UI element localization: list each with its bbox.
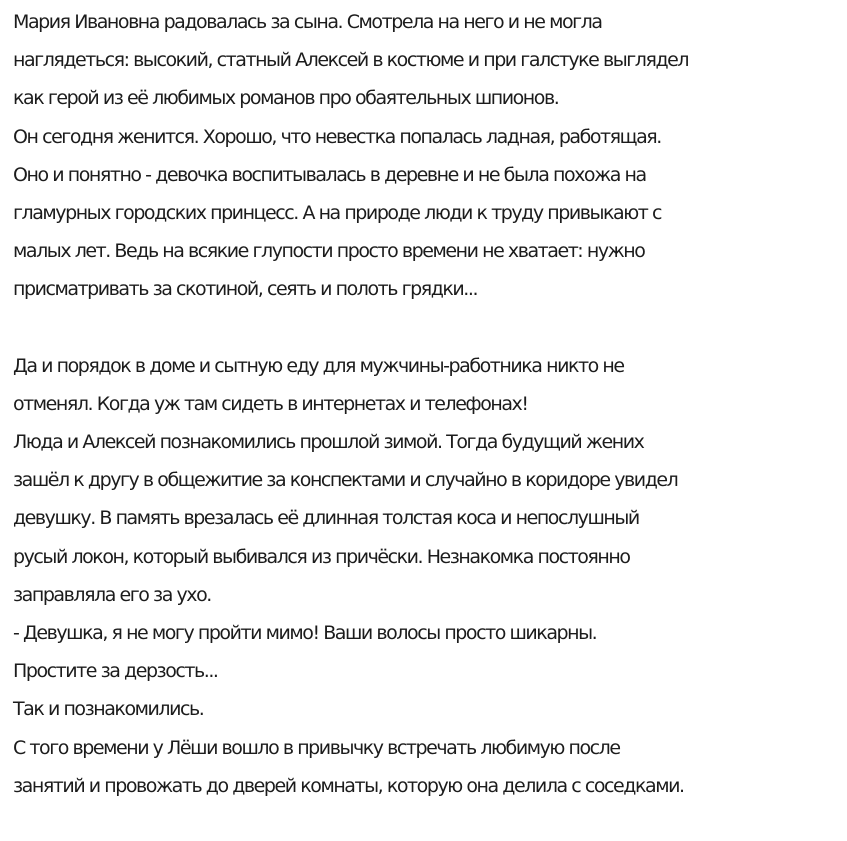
text-line: девушку. В память врезалась её длинная толстая коса и непослушный (13, 507, 639, 530)
text-line: - Девушка, я не могу пройти мимо! Ваши волосы просто шикарны. (13, 622, 597, 644)
text-line: зашёл к другу в общежитие за конспектами и случайно в коридоре увидел (13, 469, 678, 492)
text-line: С того времени у Лёши вошло в привычку встречать любимую после (13, 736, 620, 759)
text-line: малых лет. Ведь на всякие глупости просто времени не хватает: нужно (13, 240, 645, 263)
article-text (13, 3, 847, 805)
text-line: занятий и провожать до дверей комнаты, которую она делила с соседками. (13, 774, 684, 797)
text-line: Так и познакомились. (13, 698, 204, 721)
paragraph-2 (13, 347, 847, 805)
text-line: Он сегодня женится. Хорошо, что невестка попалась ладная, работящая. (13, 125, 661, 148)
text-line: Простите за дерзость... (13, 660, 218, 683)
paragraph-gap (13, 309, 847, 347)
text-line: присматривать за скотиной, сеять и полоть грядки... (13, 278, 478, 301)
text-line: заправляла его за ухо. (13, 583, 211, 606)
text-line: русый локон, который выбивался из причёски. Незнакомка постоянно (13, 545, 630, 568)
text-line: наглядеться: высокий, статный Алексей в костюме и при галстуке выглядел (13, 49, 689, 72)
text-line: как герой из её любимых романов про обаятельных шпионов. (13, 87, 559, 110)
text-line: гламурных городских принцесс. А на природе люди к труду привыкают с (13, 201, 661, 224)
text-line: Люда и Алексей познакомились прошлой зимой. Тогда будущий жених (13, 431, 644, 454)
paragraph-1 (13, 3, 847, 309)
text-line: Мария Ивановна радовалась за сына. Смотрела на него и не могла (13, 11, 602, 33)
text-line: отменял. Когда уж там сидеть в интернетах и телефонах! (13, 392, 528, 415)
text-line: Да и порядок в доме и сытную еду для мужчины-работника никто не (13, 354, 624, 377)
text-line: Оно и понятно - девочка воспитывалась в деревне и не была похожа на (13, 163, 646, 186)
